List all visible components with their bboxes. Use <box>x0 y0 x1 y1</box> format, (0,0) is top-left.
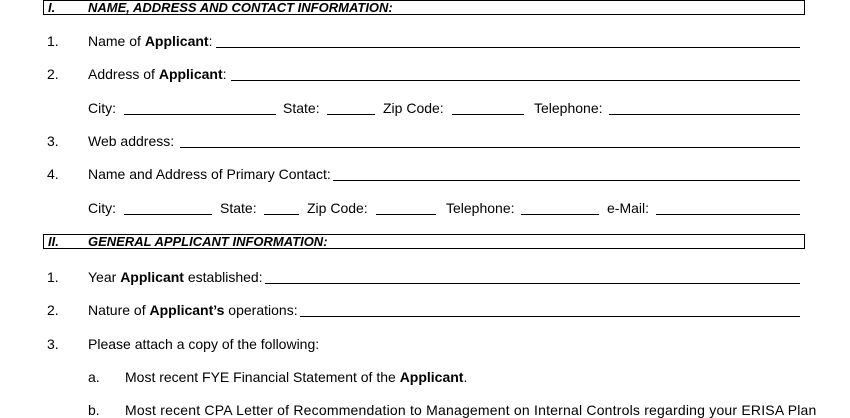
city-field[interactable] <box>124 114 276 115</box>
telephone-field[interactable] <box>609 114 800 115</box>
item-number: 1. <box>47 33 59 49</box>
item-number: 3. <box>47 133 59 149</box>
section-2-number: II. <box>48 234 59 249</box>
item-number: 1. <box>47 269 59 285</box>
subitem-letter: a. <box>88 369 100 385</box>
item-number: 2. <box>47 66 59 82</box>
attach-instructions: Please attach a copy of the following: <box>88 336 320 352</box>
nature-of-operations-label: Nature of Applicant’s operations: <box>88 302 298 318</box>
contact-city-field[interactable] <box>124 214 212 215</box>
subitem-cpa-letter: Most recent CPA Letter of Recommendation to Management on Internal Controls regarding your ERISA Plan <box>125 402 817 418</box>
name-of-applicant-field[interactable] <box>216 47 800 48</box>
contact-telephone-field[interactable] <box>521 214 599 215</box>
telephone-label: Telephone: <box>534 100 603 116</box>
address-of-applicant-label: Address of Applicant: <box>88 66 227 82</box>
subitem-financial-statement: Most recent FYE Financial Statement of the Applicant. <box>125 369 468 385</box>
section-1-title: NAME, ADDRESS AND CONTACT INFORMATION: <box>88 0 393 15</box>
zip-code-field[interactable] <box>452 114 524 115</box>
section-2-header <box>43 234 805 249</box>
section-2-title: GENERAL APPLICANT INFORMATION: <box>88 234 328 249</box>
primary-contact-field[interactable] <box>333 180 800 181</box>
contact-city-label: City: <box>88 200 116 216</box>
contact-email-label: e-Mail: <box>607 200 650 216</box>
contact-zip-code-label: Zip Code: <box>307 200 368 216</box>
state-label: State: <box>283 100 320 116</box>
web-address-field[interactable] <box>180 147 800 148</box>
city-label: City: <box>88 100 116 116</box>
primary-contact-label: Name and Address of Primary Contact: <box>88 166 331 182</box>
web-address-label: Web address: <box>88 133 175 149</box>
item-number: 4. <box>47 166 59 182</box>
year-established-field[interactable] <box>265 283 800 284</box>
zip-code-label: Zip Code: <box>383 100 444 116</box>
section-1-header <box>43 0 805 15</box>
item-number: 2. <box>47 302 59 318</box>
nature-of-operations-field[interactable] <box>300 316 800 317</box>
contact-email-field[interactable] <box>656 214 800 215</box>
section-1-number: I. <box>48 0 56 15</box>
contact-zip-code-field[interactable] <box>376 214 436 215</box>
contact-state-field[interactable] <box>264 214 299 215</box>
item-number: 3. <box>47 336 59 352</box>
contact-telephone-label: Telephone: <box>446 200 515 216</box>
year-established-label: Year Applicant established: <box>88 269 263 285</box>
contact-state-label: State: <box>220 200 257 216</box>
state-field[interactable] <box>327 114 375 115</box>
subitem-letter: b. <box>88 402 100 418</box>
address-of-applicant-field[interactable] <box>231 80 800 81</box>
name-of-applicant-label: Name of Applicant: <box>88 33 213 49</box>
